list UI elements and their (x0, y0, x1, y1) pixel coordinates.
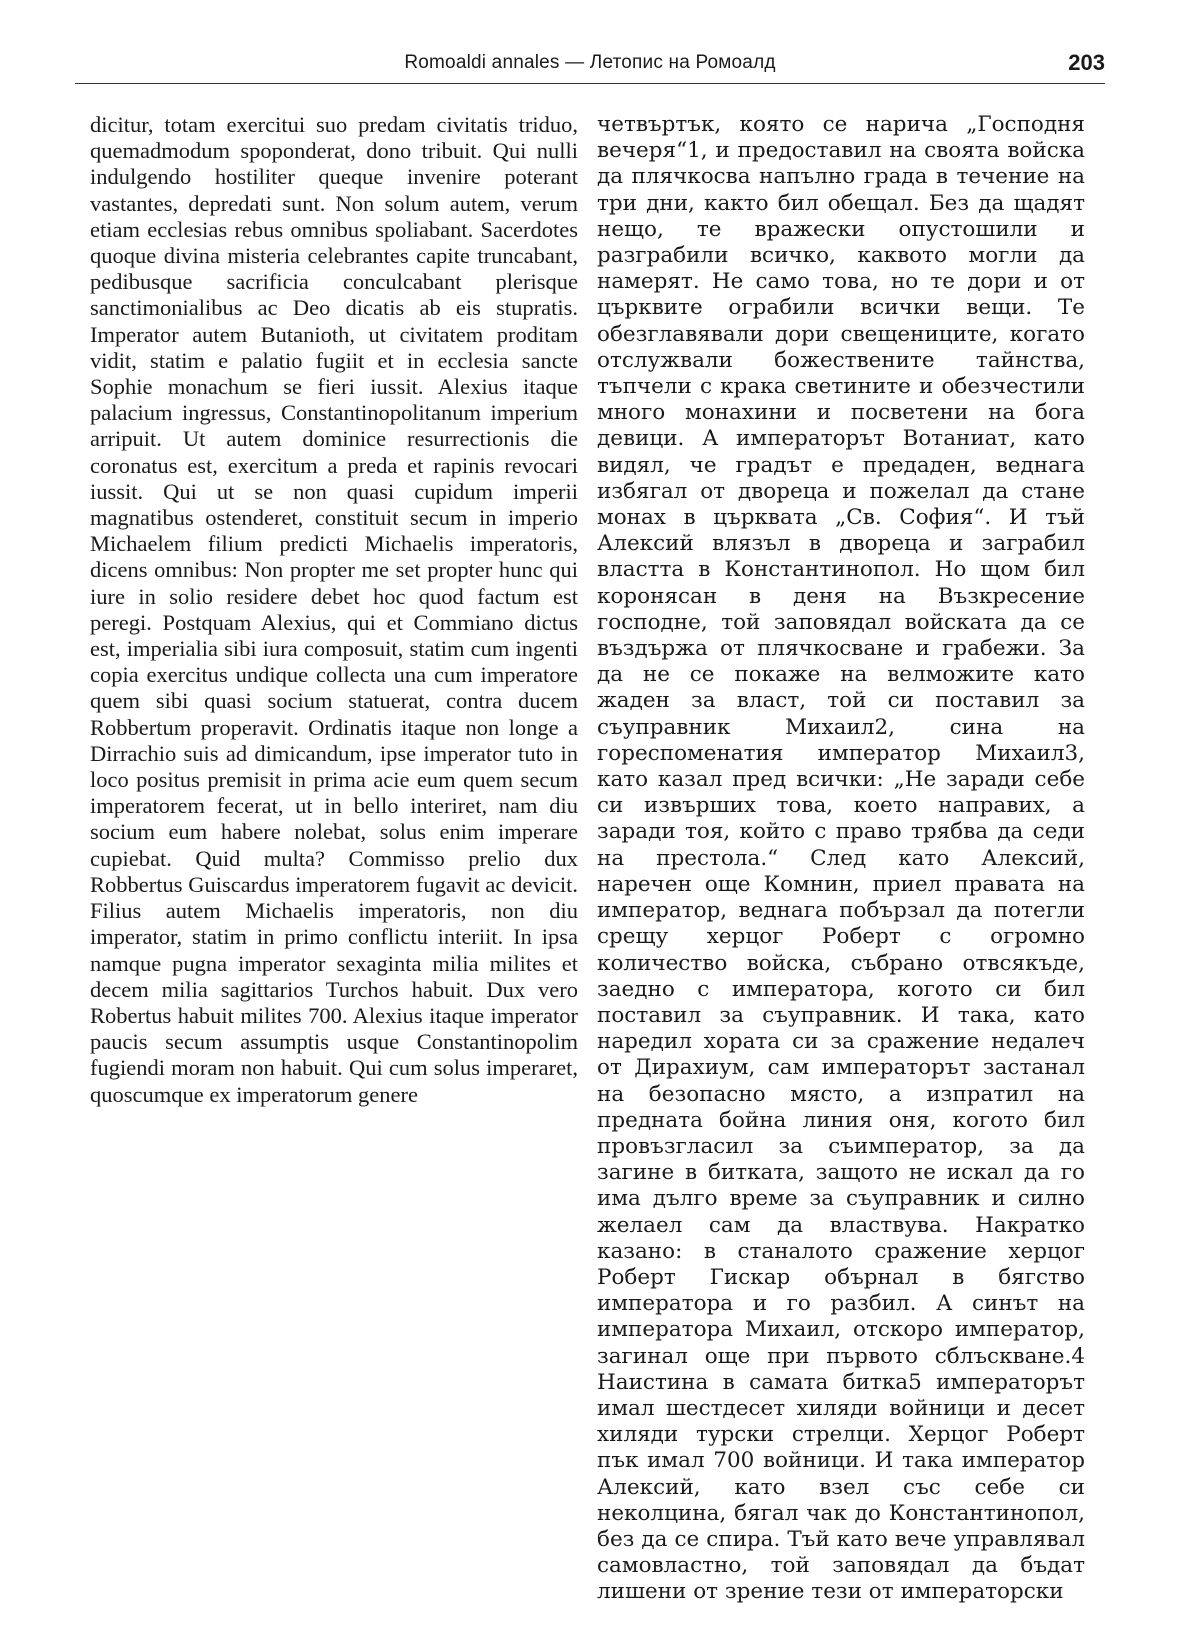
page-number: 203 (1068, 50, 1105, 75)
header-rule (75, 83, 1105, 84)
bulgarian-column (597, 112, 1085, 1605)
latin-column (90, 112, 578, 1602)
bulgarian-paragraph: четвъртък, която се нарича „Господня вечеря“1, и предоставил на своята войска да плячкосва напълно града в течение на три дни, както бил обещал. Без да щадят нещо, те вражески опустошили и разграбили всичко, каквото могли да намерят. Не само това, но те дори и от църквите ограбили всички вещи. Те обезглавявали дори свещениците, когато отслужвали божествените тайнства, тъпчели с крака светините и обезчестили много монахини и посветени на бога девици. А императорът Вотаниат, като видял, че градът е предаден, веднага избягал от двореца и пожелал да стане монах в църквата „Св. София“. И тъй Алексий влязъл в двореца и заграбил властта в Константинопол. Но щом бил коронясан в деня на Възкресение господне, той заповядал войската да се въздържа от плячкосване и грабежи. За да не се покаже на велможите като жаден за власт, той си поставил за съуправник Михаил2, сина на гореспоменатия император Михаил3, като казал пред всички: „Не заради себе си извърших това, което направих, а заради тоя, който с право трябва да седи на престола.“ След като Алексий, наречен още Комнин, приел правата на император, веднага побързал да потегли срещу херцог Роберт с огромно количество войска, събрано отвсякъде, заедно с императора, когото си бил поставил за съуправник. И така, като наредил хората си за сражение недалеч от Дирахиум, сам императорът застанал на безопасно място, а изпратил на предната бойна линия оня, когото бил провъзгласил за съимператор, за да загине в битката, защото не искал да го има дълго време за съуправник и силно желаел сам да властвува. Накратко казано: в станалото сражение херцог Роберт Гискар обърнал в бягство императора и го разбил. А синът на императора Михаил, отскоро император, загинал още при първото сблъскване.4 Наистина в самата битка5 императорът имал шестдесет хиляди войници и десет хиляди турски стрелци. Херцог Роберт пък имал 700 войници. И така император Алексий, като взел със себе си неколцина, бягал чак до Константинопол, без да се спира. Тъй като вече управлявал самовластно, той заповядал да бъдат лишени от зрение тези от императорски (597, 112, 1085, 1605)
latin-paragraph: dicitur, totam exercitui suo predam civitatis triduo, quemadmodum spoponderat, dono tribuit. Qui nulli indulgendo hostiliter queque invenire poterant vastantes, depredati sunt. Non solum autem, verum etiam ecclesias rebus omnibus spoliabant. Sacerdotes quoque divina misteria celebrantes capite truncabant, pedibusque sacrificia conculcabant plerisque sanctimonialibus ac Deo dicatis ab eis stupratis. Imperator autem Butanioth, ut civitatem proditam vidit, statim e palatio fugiit et in ecclesia sancte Sophie monachum se fieri iussit. Alexius itaque palacium ingressus, Constantinopolitanum imperium arripuit. Ut autem dominice resurrectionis die coronatus est, exercitum a preda et rapinis revocari iussit. Qui ut se non quasi cupidum imperii magnatibus ostenderet, constituit secum in imperio Michaelem filium predicti Michaelis imperatoris, dicens omnibus: Non propter me set propter hunc qui iure in solio residere debet hoc quod factum est peregi. Postquam Alexius, qui et Commiano dictus est, imperialia sibi iura composuit, statim cum ingenti copia exercitus undique collecta una cum imperatore quem sibi quasi socium statuerat, contra ducem Robbertum properavit. Ordinatis itaque non longe a Dirrachio suis ad dimicandum, ipse imperator tuto in loco positus premisit in prima acie eum quem secum imperatorem fecerat, ut in bello interiret, nam diu socium eum habere nolebat, solus enim imperare cupiebat. Quid multa? Commisso prelio dux Robbertus Guiscardus imperatorem fugavit ac devicit. Filius autem Michaelis imperatoris, non diu imperator, statim in primo conflictu interiit. In ipsa namque pugna imperator sexaginta milia milites et decem milia sagittarios Turchos habuit. Dux vero Robertus habuit milites 700. Alexius itaque imperator paucis secum assumptis usque Constantinopolim fugiendi moram non habuit. Qui cum solus imperaret, quoscumque ex imperatorum genere (90, 112, 578, 1107)
running-head (75, 50, 1105, 86)
header-title: Romoaldi annales — Летопис на Ромоалд (404, 52, 776, 73)
